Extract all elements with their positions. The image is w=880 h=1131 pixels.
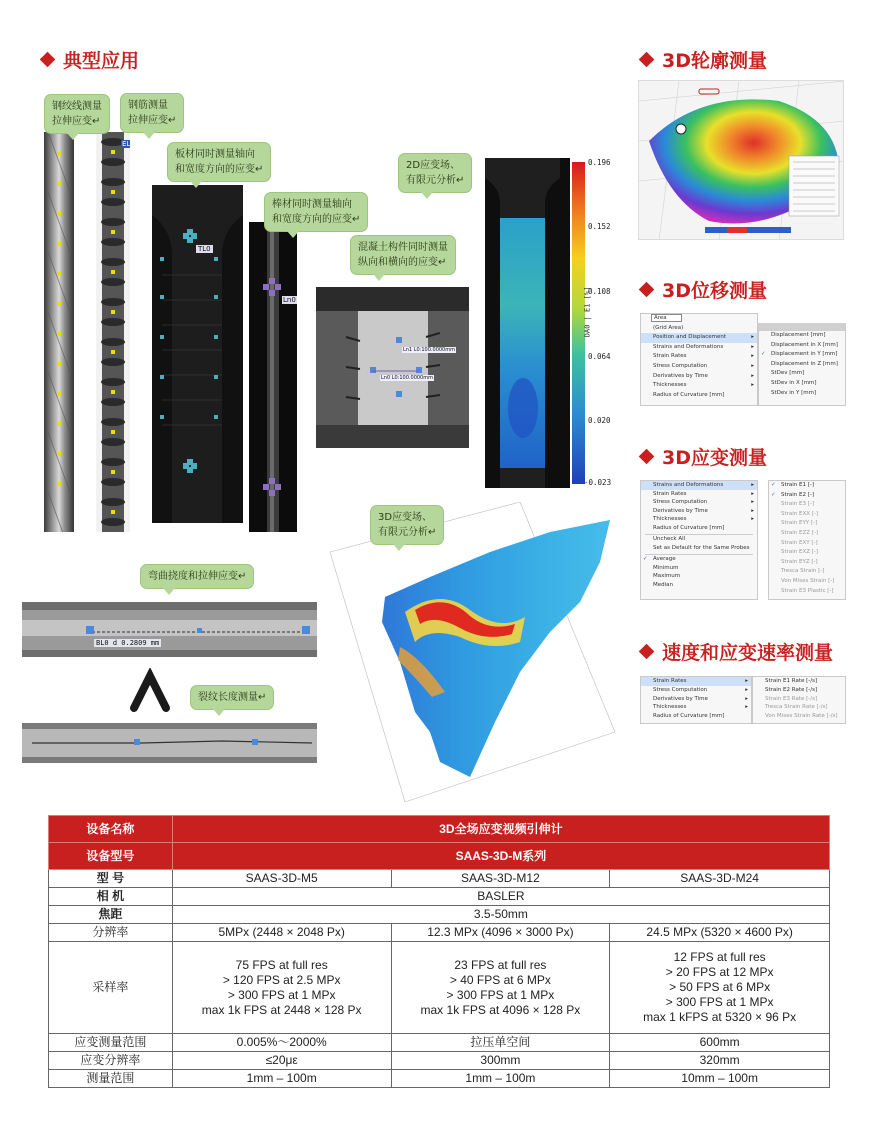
menu-item[interactable]: Maximum	[653, 573, 681, 579]
menu-item[interactable]: Strain EXX [-]	[781, 510, 819, 517]
colorbar-tick: 0.108	[588, 287, 611, 296]
bar-drawing	[249, 222, 297, 532]
table-cell: SAAS-3D-M12	[391, 870, 610, 888]
menu-item[interactable]: Von Mises Strain Rate [-/s]	[765, 713, 838, 720]
rebar-image	[96, 132, 130, 532]
menu-item[interactable]: Strains and Deformations ▸	[641, 343, 757, 353]
menu-item[interactable]: Thicknesses ▸	[653, 516, 754, 522]
bar-tag: Ln0	[283, 296, 296, 304]
colorbar-tick: 0.020	[588, 416, 611, 425]
strain-submenu	[768, 480, 846, 600]
device-name: 3D全场应变视频引伸计	[172, 816, 829, 843]
table-cell: 1mm – 100m	[172, 1070, 391, 1088]
table-cell: 75 FPS at full res > 120 FPS at 2.5 MPx > 300 FPS at 1 MPx max 1k FPS at 2448 × 128 Px	[172, 942, 391, 1034]
contour-3d-drawing	[639, 81, 844, 240]
concrete-tag-1: Ln1 L0:100.0000mm	[403, 347, 455, 353]
callout-bending: 弯曲挠度和拉伸应变↵	[140, 564, 254, 589]
rate-context-menu	[640, 676, 752, 724]
table-cell: 24.5 MPx (5320 × 4600 Px)	[610, 924, 830, 942]
section-title-3d-displacement: 3D位移测量	[641, 276, 767, 303]
table-cell: 600mm	[610, 1034, 830, 1052]
table-cell: SAAS-3D-M5	[172, 870, 391, 888]
row-header: 型 号	[49, 870, 173, 888]
menu-item[interactable]: Stress Computation ▸	[641, 362, 757, 372]
chevron-right-icon: ▸	[745, 678, 748, 684]
menu-item[interactable]: Set as Default for the Same Probes	[653, 544, 750, 551]
contour-3d-screenshot	[638, 80, 844, 240]
concrete-drawing	[316, 287, 469, 448]
menu-item[interactable]: ✓ Strain E1 [-]	[769, 481, 845, 491]
menu-item[interactable]: Area	[641, 314, 757, 324]
menu-item[interactable]: Tresca Strain [-]	[781, 568, 825, 575]
menu-item[interactable]: Derivatives by Time ▸	[641, 372, 757, 382]
menu-item[interactable]: ✓ Displacement in Y [mm]	[759, 350, 845, 360]
table-row	[49, 843, 830, 870]
callout-plate: 板材同时测量轴向 和宽度方向的应变↵	[167, 142, 271, 182]
menu-item[interactable]: (Grid Area)	[653, 324, 684, 331]
table-cell: 0.005%～2000%	[172, 1034, 391, 1052]
colorbar-tick: 0.064	[588, 352, 611, 361]
menu-item[interactable]: Displacement in Z [mm]	[771, 360, 838, 367]
section-title-velocity: 速度和应变速率测量	[641, 638, 833, 665]
diamond-icon	[639, 282, 655, 298]
table-row	[49, 888, 830, 906]
menu-item[interactable]: Position and Displacement ▸	[641, 333, 757, 343]
menu-item[interactable]: Displacement in X [mm]	[771, 341, 838, 348]
callout-crack: 裂纹长度测量↵	[190, 685, 274, 710]
menu-item[interactable]: Strains and Deformations ▸	[641, 481, 757, 490]
table-cell: ≤20με	[172, 1052, 391, 1070]
table-cell: 5MPx (2448 × 2048 Px)	[172, 924, 391, 942]
row-header: 设备型号	[49, 843, 173, 870]
chevron-right-icon: ▸	[751, 507, 754, 514]
checkmark-icon: ✓	[761, 351, 766, 358]
bend-tag: BL0 d 0.2809 mm	[96, 639, 160, 647]
chevron-right-icon: ▸	[745, 686, 748, 693]
callout-2d-field: 2D应变场、 有限元分析↵	[398, 153, 472, 193]
table-cell: 拉压单空间	[391, 1034, 610, 1052]
menu-item[interactable]: Strain E3 Plastic [-]	[781, 587, 834, 594]
colorbar-tick: -0.023	[584, 478, 612, 487]
direction-arrow-icon	[130, 668, 170, 713]
table-row	[49, 816, 830, 843]
menu-item[interactable]: Strain E3 Rate [-/s]	[765, 695, 818, 702]
menu-item[interactable]: Uncheck All	[653, 536, 686, 542]
chevron-right-icon: ▸	[751, 482, 754, 488]
table-cell: 320mm	[610, 1052, 830, 1070]
displacement-context-menu	[640, 313, 758, 406]
crack-drawing	[22, 723, 317, 763]
table-row	[49, 1070, 830, 1088]
checkmark-icon: ✓	[771, 482, 776, 488]
chevron-right-icon: ▸	[751, 343, 754, 350]
menu-item[interactable]: Strain E1 Rate [-/s]	[765, 678, 818, 684]
row-header: 相 机	[49, 888, 173, 906]
menu-item[interactable]: StDev in X [mm]	[771, 379, 817, 386]
colorbar-tick: 0.152	[588, 222, 611, 231]
strand-markers	[44, 132, 74, 532]
table-row	[49, 942, 830, 1034]
callout-concrete: 混凝土构件同时测量 纵向和横向的应变↵	[350, 235, 456, 275]
plate-tag: TL0	[198, 245, 211, 253]
strain-field-3d-drawing	[320, 492, 625, 807]
menu-item[interactable]: Strain EYZ [-]	[781, 558, 818, 565]
bar-image	[249, 222, 297, 532]
plate-image	[152, 185, 243, 523]
menu-item[interactable]: Radius of Curvature [mm]	[653, 391, 725, 398]
table-row	[49, 870, 830, 888]
colorbar-tick: 0.196	[588, 158, 611, 167]
plate-drawing	[152, 185, 243, 523]
displacement-submenu	[758, 323, 846, 406]
row-header: 应变测量范围	[49, 1034, 173, 1052]
diamond-icon	[639, 449, 655, 465]
table-cell: 12 FPS at full res > 20 FPS at 12 MPx > 50 FPS at 6 MPx > 300 FPS at 1 MPx max 1 kFPS at 5320 × 96 Px	[610, 942, 830, 1034]
menu-item[interactable]: Strain Rates ▸	[641, 677, 751, 686]
concrete-image	[316, 287, 469, 448]
menu-item[interactable]: Strain E2 Rate [-/s]	[765, 686, 818, 693]
diamond-icon	[639, 52, 655, 68]
strain-field-3d-image	[320, 492, 625, 807]
menu-item[interactable]: Strain Rates ▸	[653, 490, 754, 497]
menu-item[interactable]: Derivatives by Time ▸	[653, 695, 748, 702]
menu-item[interactable]: Strain EYY [-]	[781, 520, 818, 527]
chevron-right-icon: ▸	[745, 704, 748, 711]
chevron-right-icon: ▸	[751, 490, 754, 497]
rebar-drawing	[96, 132, 130, 532]
menu-item[interactable]: ✓ Strain E2 [-]	[769, 491, 845, 501]
table-cell: SAAS-3D-M24	[610, 870, 830, 888]
menu-item[interactable]: StDev in Y [mm]	[771, 389, 817, 396]
spec-table	[48, 815, 830, 1088]
callout-steel-strand: 钢绞线测量 拉伸应变↵	[44, 94, 110, 134]
section-title-3d-contour: 3D轮廓测量	[641, 46, 767, 73]
chevron-right-icon: ▸	[751, 334, 754, 341]
menu-item[interactable]: ✓ Average	[643, 556, 676, 562]
table-row	[49, 924, 830, 942]
table-cell: 10mm – 100m	[610, 1070, 830, 1088]
section-title-typical: 典型应用	[42, 46, 139, 73]
menu-item[interactable]: Strain Rates ▸	[641, 352, 757, 362]
row-header: 分辨率	[49, 924, 173, 942]
callout-rebar: 钢筋测量 拉伸应变↵	[120, 93, 184, 133]
menu-item[interactable]: Radius of Curvature [mm]	[653, 713, 725, 720]
colorbar	[570, 158, 626, 488]
chevron-right-icon: ▸	[751, 382, 754, 389]
bending-image	[22, 602, 317, 657]
table-cell: 12.3 MPx (4096 × 3000 Px)	[391, 924, 610, 942]
callout-bar: 棒材同时测量轴向 和宽度方向的应变↵	[264, 192, 368, 232]
table-cell: 1mm – 100m	[391, 1070, 610, 1088]
crack-image	[22, 723, 317, 763]
section-title-3d-strain: 3D应变测量	[641, 443, 767, 470]
strain-context-menu	[640, 480, 758, 600]
menu-item[interactable]: Derivatives by Time ▸	[653, 507, 754, 514]
table-row	[49, 1052, 830, 1070]
table-cell: 3.5-50mm	[172, 906, 829, 924]
row-header: 设备名称	[49, 816, 173, 843]
menu-item[interactable]: Thicknesses ▸	[653, 704, 748, 711]
concrete-tag-2: Ln0 L0:100.0000mm	[381, 375, 433, 381]
menu-item[interactable]: Stress Computation ▸	[653, 686, 748, 693]
diamond-icon	[40, 52, 56, 68]
bending-drawing	[22, 602, 317, 657]
row-header: 测量范围	[49, 1070, 173, 1088]
chevron-right-icon: ▸	[745, 695, 748, 702]
callout-3d-field: 3D应变场、 有限元分析↵	[370, 505, 444, 545]
steel-strand-image	[44, 132, 74, 532]
menu-item[interactable]: Strain EZZ [-]	[781, 529, 819, 536]
menu-item[interactable]: Strain EXZ [-]	[781, 549, 819, 556]
chevron-right-icon: ▸	[751, 516, 754, 522]
menu-item[interactable]: StDev [mm]	[771, 370, 805, 377]
table-row	[49, 906, 830, 924]
chevron-right-icon: ▸	[751, 362, 754, 369]
menu-item[interactable]: Radius of Curvature [mm]	[653, 524, 725, 531]
table-cell: 23 FPS at full res > 40 FPS at 6 MPx > 300 FPS at 1 MPx max 1k FPS at 4096 × 128 Px	[391, 942, 610, 1034]
menu-item[interactable]: Strain E3 [-]	[781, 501, 815, 508]
device-series: SAAS-3D-M系列	[172, 843, 829, 870]
menu-item[interactable]: Stress Computation ▸	[653, 499, 754, 505]
chevron-right-icon: ▸	[751, 499, 754, 505]
checkmark-icon: ✓	[771, 491, 776, 498]
menu-item[interactable]: Minimum	[653, 564, 679, 571]
menu-item[interactable]: Tresca Strain Rate [-/s]	[765, 704, 828, 711]
table-cell: 300mm	[391, 1052, 610, 1070]
checkmark-icon: ✓	[643, 556, 648, 562]
diamond-icon	[639, 644, 655, 660]
row-header: 应变分辨率	[49, 1052, 173, 1070]
menu-item[interactable]: Von Mises Strain [-]	[781, 577, 835, 584]
strand-tag: EL	[122, 140, 130, 148]
menu-item[interactable]: Strain EXY [-]	[781, 539, 818, 546]
table-row	[49, 1034, 830, 1052]
menu-item[interactable]: Displacement [mm]	[771, 332, 826, 338]
table-cell: BASLER	[172, 888, 829, 906]
colorbar-label: DA0 | E1 [%]	[583, 286, 592, 338]
rate-submenu	[752, 676, 846, 724]
menu-item[interactable]: Median	[653, 581, 674, 588]
chevron-right-icon: ▸	[751, 353, 754, 360]
row-header: 采样率	[49, 942, 173, 1034]
menu-item[interactable]: Thicknesses ▸	[641, 381, 757, 391]
chevron-right-icon: ▸	[751, 372, 754, 379]
row-header: 焦距	[49, 906, 173, 924]
